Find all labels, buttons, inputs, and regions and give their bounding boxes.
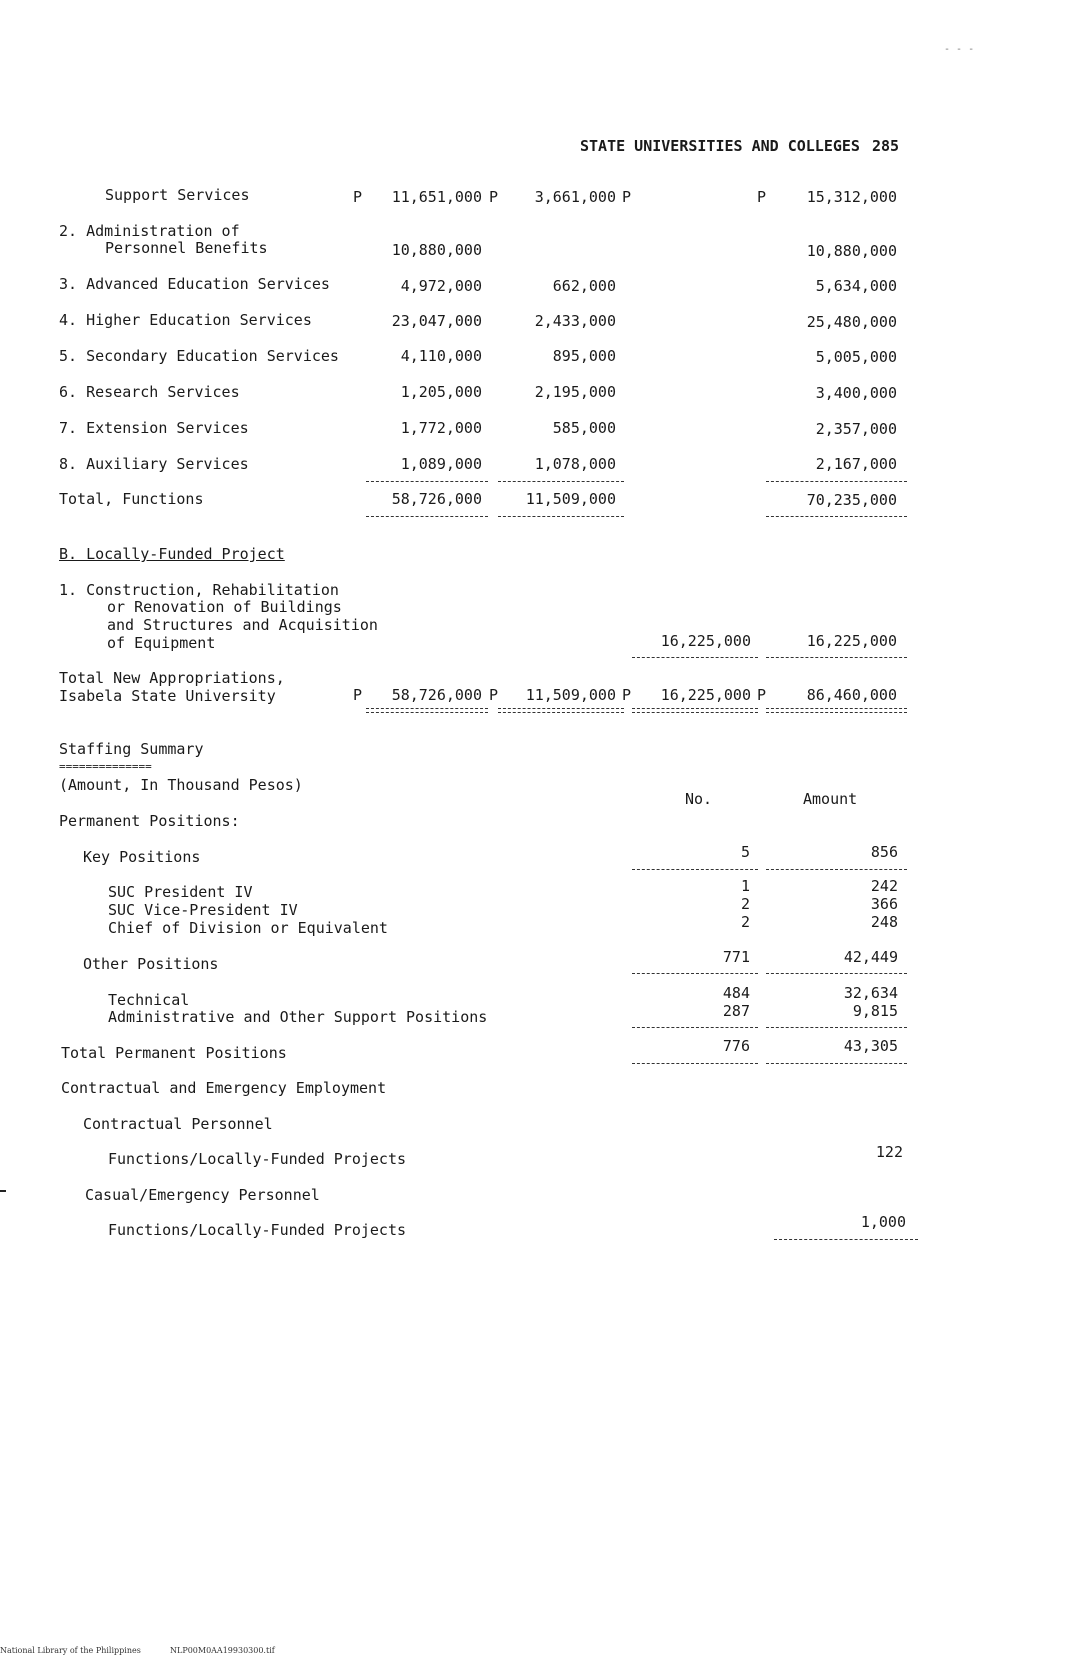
staff-amount: 43,305 <box>843 1037 898 1055</box>
cell-col3: 16,225,000 <box>660 632 751 650</box>
rule <box>366 481 488 482</box>
peso-sign: P <box>353 686 363 704</box>
double-rule <box>766 708 907 713</box>
grand-col4: 86,460,000 <box>806 686 897 704</box>
rule <box>632 973 758 974</box>
cell-col4: 25,480,000 <box>806 313 897 331</box>
staff-item-label: SUC Vice-President IV <box>108 901 298 919</box>
double-rule <box>498 708 624 713</box>
staffing-title: Staffing Summary <box>59 740 204 758</box>
scan-mark: - - - <box>944 44 975 55</box>
cell-col2: 585,000 <box>552 419 616 437</box>
staff-amount: 32,634 <box>843 984 898 1002</box>
peso-sign: P <box>353 188 363 206</box>
rule <box>632 1063 758 1064</box>
rule <box>632 1027 758 1028</box>
staff-no: 771 <box>722 948 750 966</box>
row-label: 2. Administration of <box>59 222 240 240</box>
page-number: 285 <box>872 137 900 155</box>
peso-sign: P <box>757 686 767 704</box>
rule <box>766 973 907 974</box>
staff-item-label: SUC President IV <box>108 883 253 901</box>
running-header: STATE UNIVERSITIES AND COLLEGES <box>580 137 860 155</box>
row-label: 8. Auxiliary Services <box>59 455 249 473</box>
rule <box>366 516 488 517</box>
staff-no: 1 <box>740 877 750 895</box>
cell-col1: 4,110,000 <box>400 347 482 365</box>
row-label: 6. Research Services <box>59 383 240 401</box>
staffing-title-underline: ============== <box>59 760 152 773</box>
rule <box>632 657 758 658</box>
row-label: 4. Higher Education Services <box>59 311 312 329</box>
grand-col2: 11,509,000 <box>525 686 616 704</box>
footer-library: National Library of the Philippines <box>0 1646 141 1655</box>
cell-col1: 11,651,000 <box>391 188 482 206</box>
staff-no: 484 <box>722 984 750 1002</box>
contractual-heading: Contractual and Emergency Employment <box>61 1079 387 1097</box>
grand-total-label: Isabela State University <box>59 687 276 705</box>
cell-col1: 1,772,000 <box>400 419 482 437</box>
staff-item-label: Technical <box>108 991 190 1009</box>
cell-col4: 5,634,000 <box>815 277 897 295</box>
row-label: 5. Secondary Education Services <box>59 347 339 365</box>
total-permanent-label: Total Permanent Positions <box>61 1044 287 1062</box>
section-heading: B. Locally-Funded Project <box>59 545 285 563</box>
cell-col4: 2,357,000 <box>815 420 897 438</box>
item-line: of Equipment <box>107 634 216 652</box>
grand-col3: 16,225,000 <box>660 686 751 704</box>
grand-col1: 58,726,000 <box>391 686 482 704</box>
total-label: Total, Functions <box>59 490 204 508</box>
cell-col4: 5,005,000 <box>815 348 897 366</box>
staff-amount: 248 <box>870 913 898 931</box>
total-col1: 58,726,000 <box>391 490 482 508</box>
contractual-personnel-label: Contractual Personnel <box>83 1115 273 1133</box>
staff-no: 5 <box>740 843 750 861</box>
staff-amount: 42,449 <box>843 948 898 966</box>
cell-col1: 1,205,000 <box>400 383 482 401</box>
rule <box>498 481 624 482</box>
staff-item-label: Chief of Division or Equivalent <box>108 919 388 937</box>
rule <box>766 481 907 482</box>
staff-item-label: Administrative and Other Support Positions <box>108 1008 488 1026</box>
row-label: 3. Advanced Education Services <box>59 275 330 293</box>
item-line: and Structures and Acquisition <box>107 616 378 634</box>
double-rule <box>366 708 488 713</box>
staff-amount: 856 <box>870 843 898 861</box>
cell-col4: 15,312,000 <box>806 188 897 206</box>
staffing-units: (Amount, In Thousand Pesos) <box>59 776 303 794</box>
grand-total-label: Total New Appropriations, <box>59 669 285 687</box>
staff-amount: 366 <box>870 895 898 913</box>
row-label-cont: Personnel Benefits <box>105 239 268 257</box>
functions-label: Functions/Locally-Funded Projects <box>108 1221 407 1239</box>
col-header-no: No. <box>685 790 713 808</box>
rule <box>766 1027 907 1028</box>
rule <box>766 869 907 870</box>
cell-col2: 1,078,000 <box>534 455 616 473</box>
row-label: Support Services <box>105 186 250 204</box>
rule <box>774 1239 918 1240</box>
item-line: or Renovation of Buildings <box>107 598 342 616</box>
staff-amount: 9,815 <box>852 1002 898 1020</box>
permanent-label: Permanent Positions: <box>59 812 240 830</box>
functions-label: Functions/Locally-Funded Projects <box>108 1150 407 1168</box>
staff-no: 2 <box>740 895 750 913</box>
cell-col2: 662,000 <box>552 277 616 295</box>
rule <box>766 657 907 658</box>
peso-sign: P <box>489 188 499 206</box>
cell-col4: 10,880,000 <box>806 242 897 260</box>
rule <box>632 869 758 870</box>
cell-col4: 16,225,000 <box>806 632 897 650</box>
row-label: 7. Extension Services <box>59 419 249 437</box>
cell-col4: 2,167,000 <box>815 455 897 473</box>
item-line: 1. Construction, Rehabilitation <box>59 581 339 599</box>
cell-col2: 895,000 <box>552 347 616 365</box>
rule <box>498 516 624 517</box>
peso-sign: P <box>489 686 499 704</box>
key-positions-label: Key Positions <box>83 848 201 866</box>
total-col2: 11,509,000 <box>525 490 616 508</box>
cell-col1: 1,089,000 <box>400 455 482 473</box>
rule <box>766 516 907 517</box>
staff-amount: 242 <box>870 877 898 895</box>
peso-sign: P <box>622 686 632 704</box>
total-col4: 70,235,000 <box>806 491 897 509</box>
staff-no: 2 <box>740 913 750 931</box>
cell-col2: 2,433,000 <box>534 312 616 330</box>
staff-amount: 1,000 <box>860 1213 906 1231</box>
other-positions-label: Other Positions <box>83 955 219 973</box>
scan-mark <box>0 1190 6 1192</box>
col-header-amount: Amount <box>803 790 858 808</box>
casual-personnel-label: Casual/Emergency Personnel <box>85 1186 320 1204</box>
staff-no: 776 <box>722 1037 750 1055</box>
rule <box>766 1063 907 1064</box>
peso-sign: P <box>622 188 632 206</box>
cell-col2: 2,195,000 <box>534 383 616 401</box>
cell-col1: 23,047,000 <box>391 312 482 330</box>
staff-amount: 122 <box>875 1143 903 1161</box>
cell-col1: 10,880,000 <box>391 241 482 259</box>
cell-col1: 4,972,000 <box>400 277 482 295</box>
staff-no: 287 <box>722 1002 750 1020</box>
peso-sign: P <box>757 188 767 206</box>
footer-file: NLP00M0AA19930300.tif <box>170 1646 275 1655</box>
double-rule <box>632 708 758 713</box>
cell-col2: 3,661,000 <box>534 188 616 206</box>
cell-col4: 3,400,000 <box>815 384 897 402</box>
